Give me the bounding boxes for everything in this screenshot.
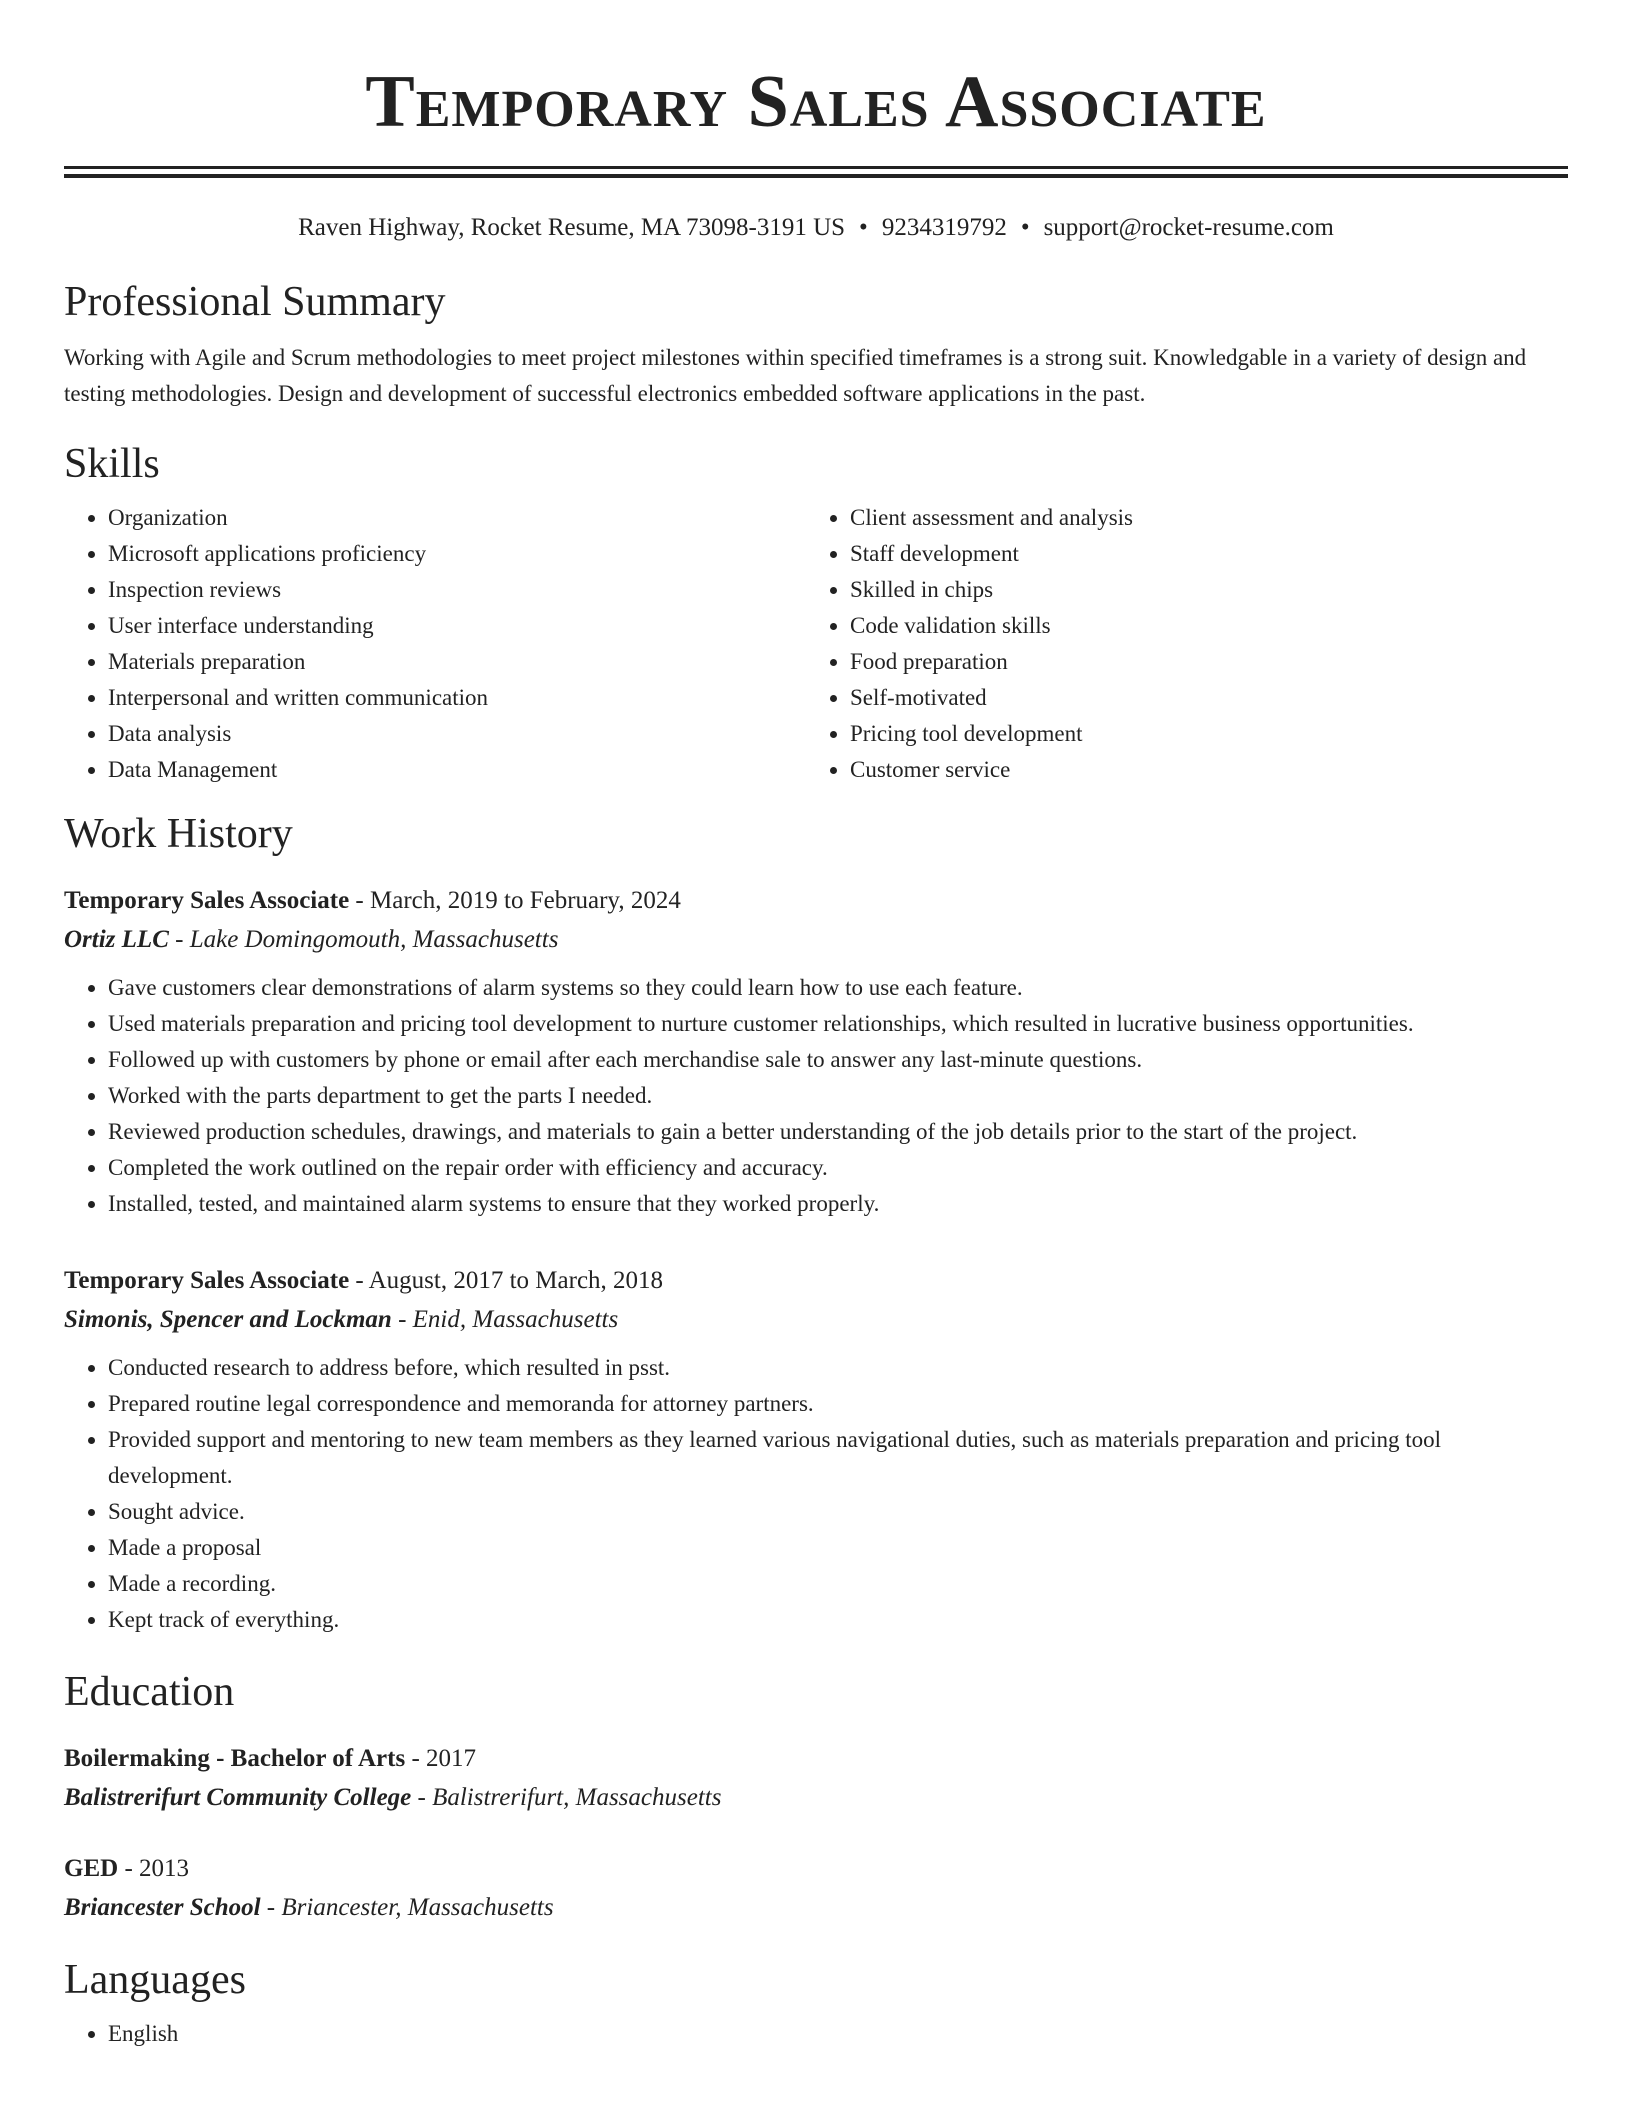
- education-entry: [64, 1850, 1568, 1928]
- skill-item: • User interface understanding: [108, 608, 806, 644]
- languages-list: [64, 2016, 1568, 2052]
- education-year: - 2017: [405, 1745, 477, 1772]
- skills-column-left: [64, 500, 806, 788]
- skill-item: • Data Management: [108, 752, 806, 788]
- work-history-section: [64, 810, 1568, 1638]
- contact-separator: •: [1020, 214, 1030, 241]
- skill-item: • Self-motivated: [850, 680, 1548, 716]
- job-dates: - March, 2019 to February, 2024: [349, 887, 681, 914]
- skills-list-right: [806, 500, 1548, 788]
- job-company: Ortiz LLC: [64, 926, 169, 953]
- job-dates: - August, 2017 to March, 2018: [349, 1267, 664, 1294]
- languages-heading: Languages: [64, 1957, 246, 2003]
- job-bullet: • Installed, tested, and maintained alarm systems to ensure that they worked properly.: [108, 1186, 1568, 1222]
- job-bullet: • Gave customers clear demonstrations of alarm systems so they could learn how to use each feature.: [108, 970, 1568, 1006]
- resume-title: Temporary Sales Associate: [365, 61, 1267, 143]
- contact-phone: 9234319792: [881, 214, 1007, 241]
- skill-item: • Microsoft applications proficiency: [108, 536, 806, 572]
- job-bullet: • Provided support and mentoring to new team members as they learned various navigational duties, such as materials preparation and pricing tool development.: [108, 1422, 1568, 1494]
- education-degree: GED: [64, 1855, 119, 1882]
- job-bullet: • Conducted research to address before, which resulted in psst.: [108, 1350, 1568, 1386]
- skill-item: • Staff development: [850, 536, 1548, 572]
- job-bullet: • Used materials preparation and pricing tool development to nurture customer relationships, which resulted in lucrative business opportunities.: [108, 1006, 1568, 1042]
- languages-section: [64, 1956, 1568, 2052]
- skill-item: • Code validation skills: [850, 608, 1548, 644]
- job-bullet: • Reviewed production schedules, drawings, and materials to gain a better understanding of the job details prior to the start of the project.: [108, 1114, 1568, 1150]
- education-location: - Balistrerifurt, Massachusetts: [411, 1784, 722, 1811]
- job-bullet: • Completed the work outlined on the repair order with efficiency and accuracy.: [108, 1150, 1568, 1186]
- education-heading: Education: [64, 1669, 235, 1715]
- skill-item: • Inspection reviews: [108, 572, 806, 608]
- skill-item: • Food preparation: [850, 644, 1548, 680]
- contact-email: support@rocket-resume.com: [1043, 214, 1334, 241]
- job-company-line: [64, 920, 1568, 960]
- job-location: - Enid, Massachusetts: [391, 1306, 619, 1333]
- job-bullets: [64, 1350, 1568, 1638]
- education-entry: [64, 1740, 1568, 1818]
- job-title: Temporary Sales Associate: [64, 1267, 350, 1294]
- job-company: Simonis, Spencer and Lockman: [64, 1306, 392, 1333]
- job-title-line: [64, 1262, 1568, 1300]
- skills-heading: Skills: [64, 441, 160, 487]
- job-location: - Lake Domingomouth, Massachusetts: [168, 926, 559, 953]
- job-bullet: • Worked with the parts department to get the parts I needed.: [108, 1078, 1568, 1114]
- skill-item: • Interpersonal and written communication: [108, 680, 806, 716]
- job-bullet: • Made a recording.: [108, 1566, 1568, 1602]
- title-divider: [64, 166, 1568, 178]
- education-location: - Briancester, Massachusetts: [260, 1894, 554, 1921]
- education-degree-line: [64, 1850, 1568, 1888]
- job-bullet: • Sought advice.: [108, 1494, 1568, 1530]
- job-title: Temporary Sales Associate: [64, 887, 350, 914]
- work-history-heading: Work History: [64, 811, 293, 857]
- skills-section: [64, 440, 1568, 788]
- summary-section: [64, 278, 1568, 412]
- job-entry: [64, 1262, 1568, 1638]
- skill-item: • Materials preparation: [108, 644, 806, 680]
- education-year: - 2013: [118, 1855, 190, 1882]
- language-item: • English: [108, 2016, 1568, 2052]
- job-bullets: [64, 970, 1568, 1222]
- contact-line: [64, 212, 1568, 244]
- education-school: Balistrerifurt Community College: [64, 1784, 412, 1811]
- job-bullet: • Followed up with customers by phone or email after each merchandise sale to answer any last-minute questions.: [108, 1042, 1568, 1078]
- job-title-line: [64, 882, 1568, 920]
- job-bullet: • Made a proposal: [108, 1530, 1568, 1566]
- skill-item: • Client assessment and analysis: [850, 500, 1548, 536]
- skill-item: • Skilled in chips: [850, 572, 1548, 608]
- summary-text: Working with Agile and Scrum methodologies to meet project milestones within specified timeframes is a strong suit. Knowledgable in a variety of design and testing methodologies. Design and development of successful electronics embedded software applications in the past.: [64, 345, 1527, 406]
- job-bullet: • Prepared routine legal correspondence and memoranda for attorney partners.: [108, 1386, 1568, 1422]
- education-degree-line: [64, 1740, 1568, 1778]
- skills-list-left: [64, 500, 806, 788]
- skill-item: • Customer service: [850, 752, 1548, 788]
- job-entry: [64, 882, 1568, 1222]
- skill-item: • Data analysis: [108, 716, 806, 752]
- skills-column-right: [806, 500, 1548, 788]
- job-company-line: [64, 1300, 1568, 1340]
- skill-item: • Organization: [108, 500, 806, 536]
- skills-columns: [64, 500, 1568, 788]
- contact-address: Raven Highway, Rocket Resume, MA 73098-3191 US: [298, 214, 846, 241]
- education-school: Briancester School: [64, 1894, 261, 1921]
- education-school-line: [64, 1778, 1568, 1818]
- skill-item: • Pricing tool development: [850, 716, 1548, 752]
- education-degree: Boilermaking - Bachelor of Arts: [64, 1745, 406, 1772]
- education-section: [64, 1668, 1568, 1928]
- education-school-line: [64, 1888, 1568, 1928]
- contact-separator: •: [859, 214, 868, 241]
- summary-heading: Professional Summary: [64, 279, 446, 325]
- job-bullet: • Kept track of everything.: [108, 1602, 1568, 1638]
